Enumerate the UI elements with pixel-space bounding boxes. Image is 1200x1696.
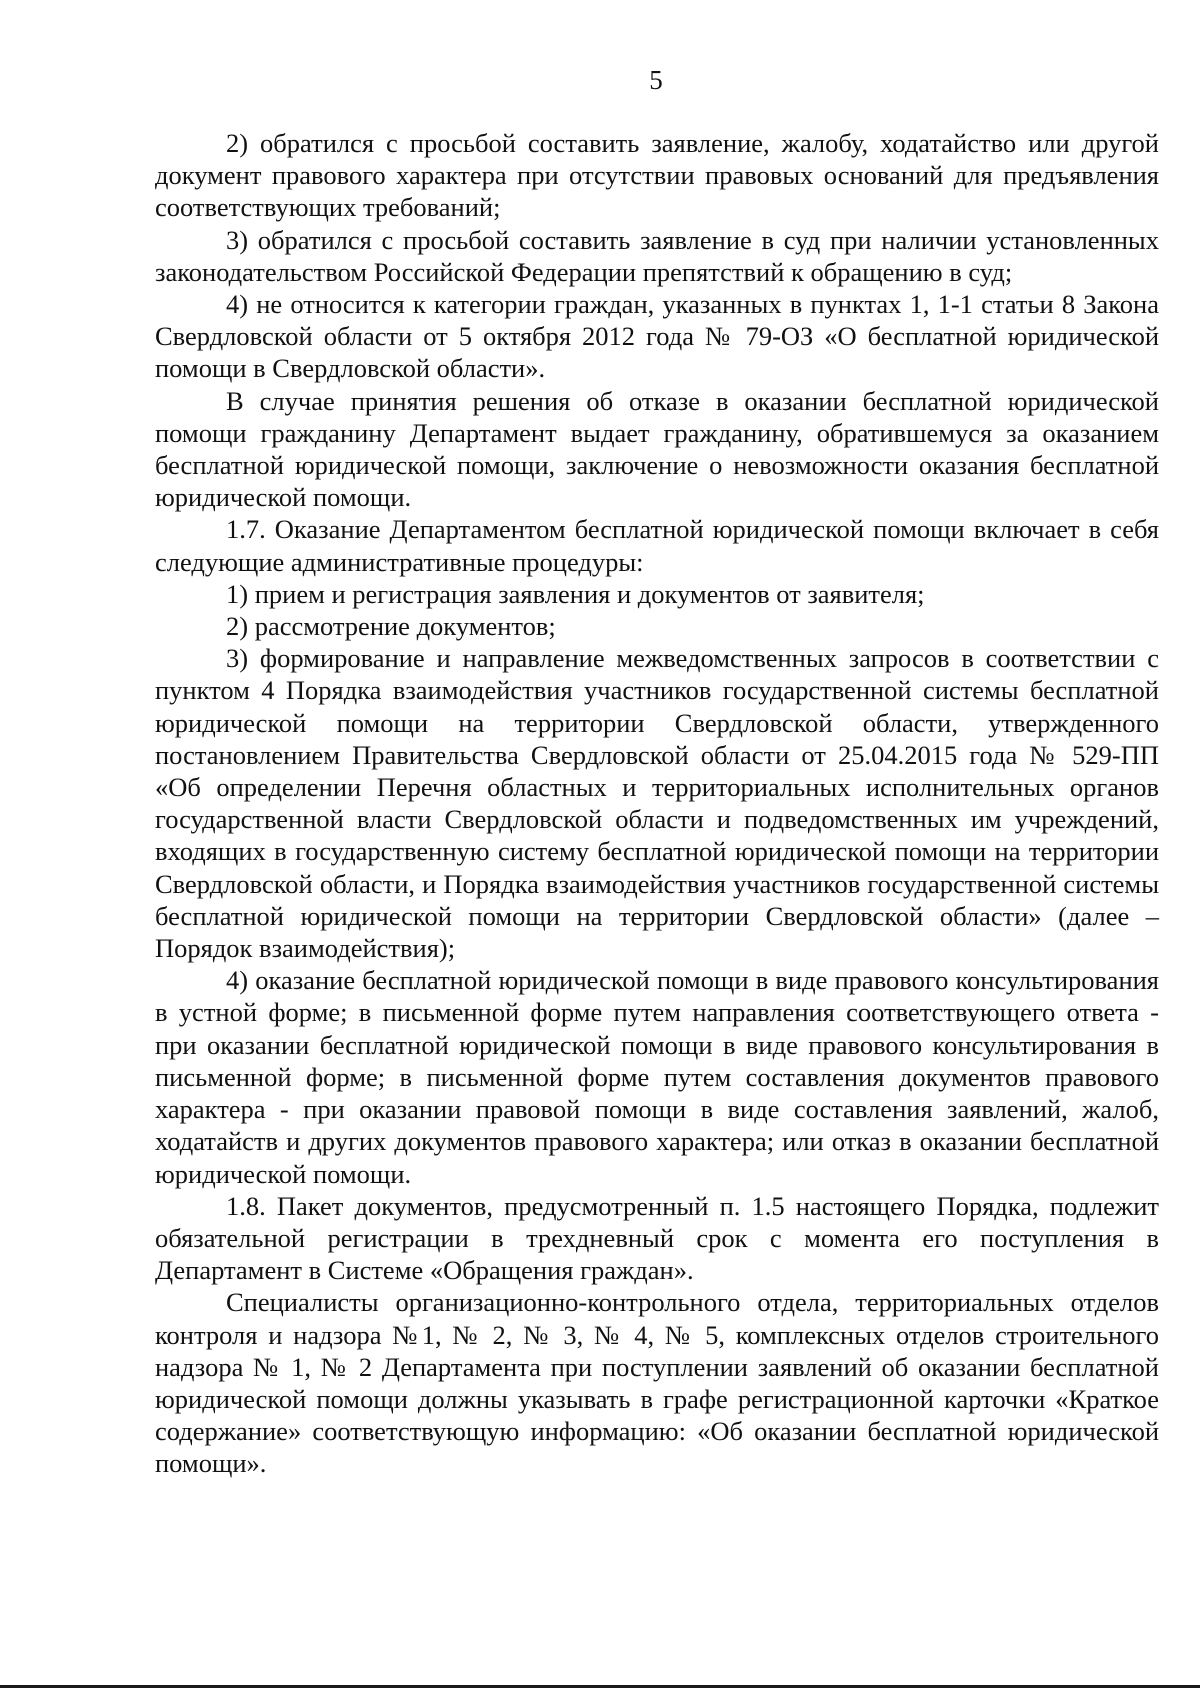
paragraph-item-2: 2) обратился с просьбой составить заявление, жалобу, ходатайство или другой документ правового характера при отсутствии правовых оснований для предъявления соответствующих требований; [155, 128, 1159, 223]
paragraph-refusal-conclusion: В случае принятия решения об отказе в оказании бесплатной юридической помощи гражданину Департамент выдает гражданину, обратившемуся за оказанием бесплатной юридической помощи, заключение о невозможности оказания бесплатной юридической помощи. [155, 385, 1159, 513]
page-number: 5 [649, 65, 663, 95]
body-text [155, 127, 1159, 1480]
paragraph-specialists: Специалисты организационно-контрольного отдела, территориальных отделов контроля и надзора №1, № 2, № 3, № 4, № 5, комплексных отделов строительного надзора № 1, № 2 Департамента при поступлении заявлений об оказании бесплатной юридической помощи должны указывать в графе регистрационной карточки «Краткое содержание» соответствующую информацию: «Об оказании бесплатной юридической помощи». [155, 1287, 1159, 1479]
footer-rule [0, 1685, 1200, 1688]
paragraph-item-4: 4) не относится к категории граждан, указанных в пунктах 1, 1-1 статьи 8 Закона Свердловской области от 5 октября 2012 года № 79-ОЗ «О бесплатной юридической помощи в Свердловской области». [155, 289, 1159, 384]
paragraph-section-1-8: 1.8. Пакет документов, предусмотренный п. 1.5 настоящего Порядка, подлежит обязательной регистрации в трехдневный срок с момента его поступления в Департамент в Системе «Обращения граждан». [155, 1190, 1159, 1286]
paragraph-procedure-1: 1) прием и регистрация заявления и документов от заявителя; [226, 578, 925, 609]
paragraph-procedure-2: 2) рассмотрение документов; [226, 611, 556, 642]
paragraph-procedure-4: 4) оказание бесплатной юридической помощи в виде правового консультирования в устной форме; в письменной форме путем направления соответствующего ответа - при оказании бесплатной юридической помощи в виде правового консультирования в письменной форме; в письменной форме путем составления документов правового характера - при оказании правовой помощи в виде составления заявлений, жалоб, ходатайств и других документов правового характера; или отказ в оказании бесплатной юридической помощи. [155, 965, 1159, 1189]
paragraph-procedure-3: 3) формирование и направление межведомственных запросов в соответствии с пунктом 4 Порядка взаимодействия участников государственной системы бесплатной юридической помощи на территории Свердловской области, утвержденного постановлением Правительства Свердловской области от 25.04.2015 года № 529-ПП «Об определении Перечня областных и территориальных исполнительных органов государственной власти Свердловской области и подведомственных им учреждений, входящих в государственную систему бесплатной юридической помощи на территории Свердловской области, и Порядка взаимодействия участников государственной системы бесплатной юридической помощи на территории Свердловской области» (далее – Порядок взаимодействия); [155, 643, 1159, 964]
paragraph-section-1-7: 1.7. Оказание Департаментом бесплатной юридической помощи включает в себя следующие административные процедуры: [155, 514, 1159, 577]
paragraph-item-3: 3) обратился с просьбой составить заявление в суд при наличии установленных законодательством Российской Федерации препятствий к обращению в суд; [155, 224, 1159, 287]
